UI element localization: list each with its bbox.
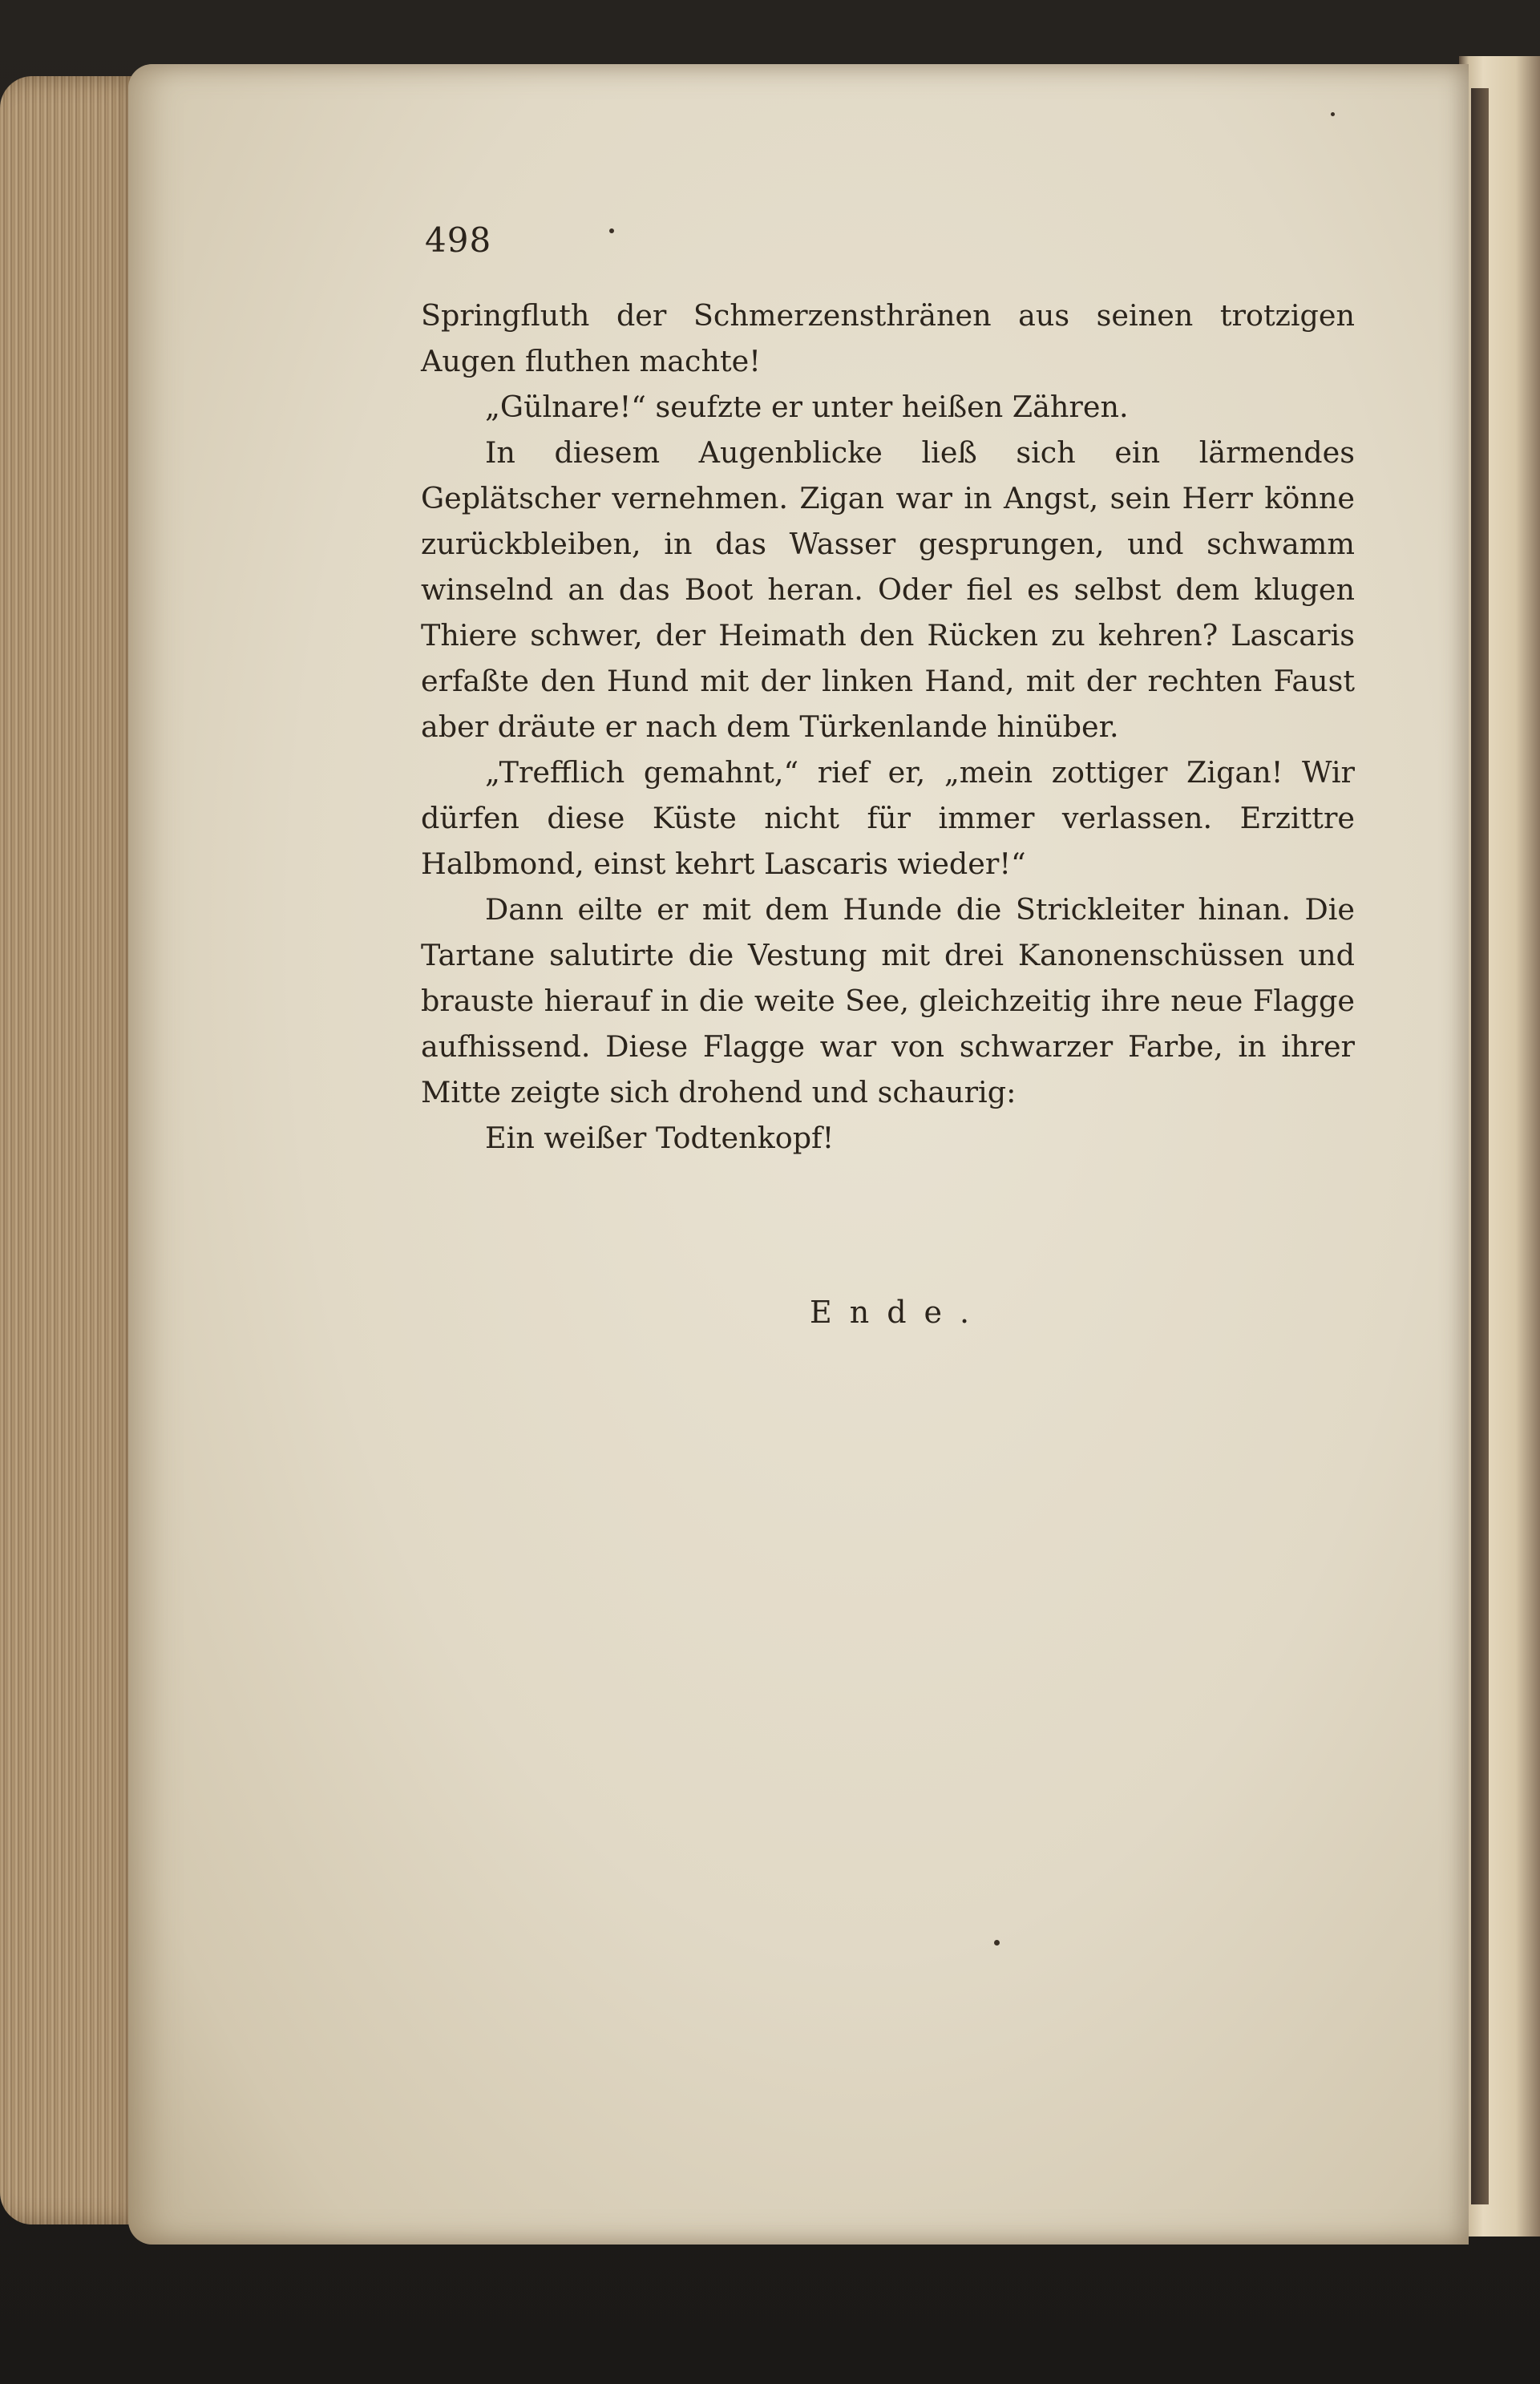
page-edges: [0, 76, 148, 2224]
paragraph-5: Dann eilte er mit dem Hunde die Strickleiter hinan. Die Tartane salutirte die Vestung mit drei Kanonenschüssen und brauste hierauf in die weite See, gleichzeitig ihre neue Flagge aufhissend. Diese Flagge war von schwarzer Farbe, in ihrer Mitte zeigte sich drohend und schaurig:: [421, 892, 1355, 1109]
paragraph-6: Ein weißer Todtenkopf!: [485, 1121, 835, 1155]
paragraph-4: „Trefflich gemahnt,“ rief er, „mein zottiger Zigan! Wir dürfen diese Küste nicht für immer verlassen. Erzittre Halbmond, einst kehrt Lascaris wieder!“: [421, 755, 1355, 881]
paper-speck: [994, 1940, 1000, 1946]
ending-mark: Ende.: [810, 1295, 988, 1330]
page-number: 498: [425, 220, 492, 260]
paper-speck: [609, 228, 614, 233]
paragraph-2: „Gülnare!“ seufzte er unter heißen Zähren.: [485, 390, 1129, 424]
book-gutter: [1471, 88, 1489, 2204]
paper-speck: [1331, 112, 1335, 116]
paragraph-1: Springfluth der Schmerzensthränen aus seinen trotzigen Augen fluthen machte!: [421, 298, 1355, 378]
paragraph-3: In diesem Augenblicke ließ sich ein lärmendes Geplätscher vernehmen. Zigan war in Angst, sein Herr könne zurückbleiben, in das Wasser gesprungen, und schwamm winselnd an das Boot heran. Oder fiel es selbst dem klugen Thiere schwer, der Heimath den Rücken zu kehren? Lascaris erfaßte den Hund mit der linken Hand, mit der rechten Faust aber dräute er nach dem Türkenlande hinüber.: [421, 435, 1355, 744]
body-text: [421, 293, 1355, 1161]
